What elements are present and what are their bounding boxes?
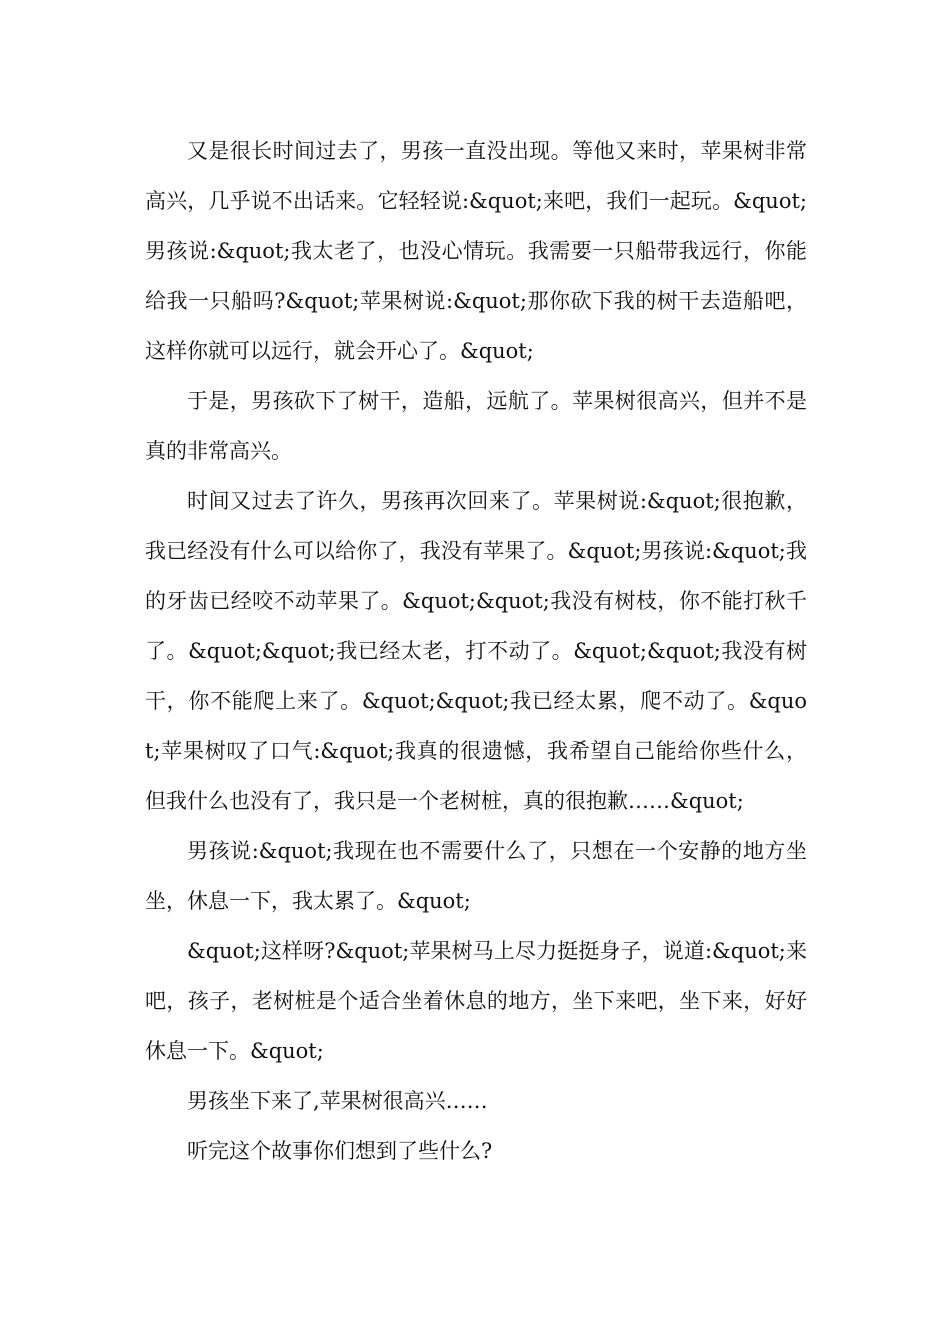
paragraph: &quot;这样呀?&quot;苹果树马上尽力挺挺身子，说道:&quot;来吧，孩子，老树桩是个适合坐着休息的地方，坐下来吧，坐下来，好好休息一下。&quot; — [145, 939, 807, 1063]
document-body — [145, 126, 807, 1176]
paragraph: 时间又过去了许久，男孩再次回来了。苹果树说:&quot;很抱歉，我已经没有什么可以给你了，我没有苹果了。&quot;男孩说:&quot;我的牙齿已经咬不动苹果了。&quot;&quot;我没有树枝，你不能打秋千了。&quot;&quot;我已经太老，打不动了。&quot;&quot;我没有树干，你不能爬上来了。&quot;&quot;我已经太累，爬不动了。&quot;苹果树叹了口气:&quot;我真的很遗憾，我希望自己能给你些什么，但我什么也没有了，我只是一个老树桩，真的很抱歉……&quot; — [145, 489, 807, 813]
paragraph: 又是很长时间过去了，男孩一直没出现。等他又来时，苹果树非常高兴，几乎说不出话来。它轻轻说:&quot;来吧，我们一起玩。&quot;男孩说:&quot;我太老了，也没心情玩。我需要一只船带我远行，你能给我一只船吗?&quot;苹果树说:&quot;那你砍下我的树干去造船吧，这样你就可以远行，就会开心了。&quot; — [145, 139, 807, 363]
paragraph: 听完这个故事你们想到了些什么? — [187, 1139, 493, 1163]
paragraph: 男孩坐下来了,苹果树很高兴…… — [187, 1089, 488, 1113]
paragraph: 于是，男孩砍下了树干，造船，远航了。苹果树很高兴，但并不是真的非常高兴。 — [145, 389, 807, 463]
paragraph: 男孩说:&quot;我现在也不需要什么了，只想在一个安静的地方坐坐，休息一下，我太累了。&quot; — [145, 839, 807, 913]
